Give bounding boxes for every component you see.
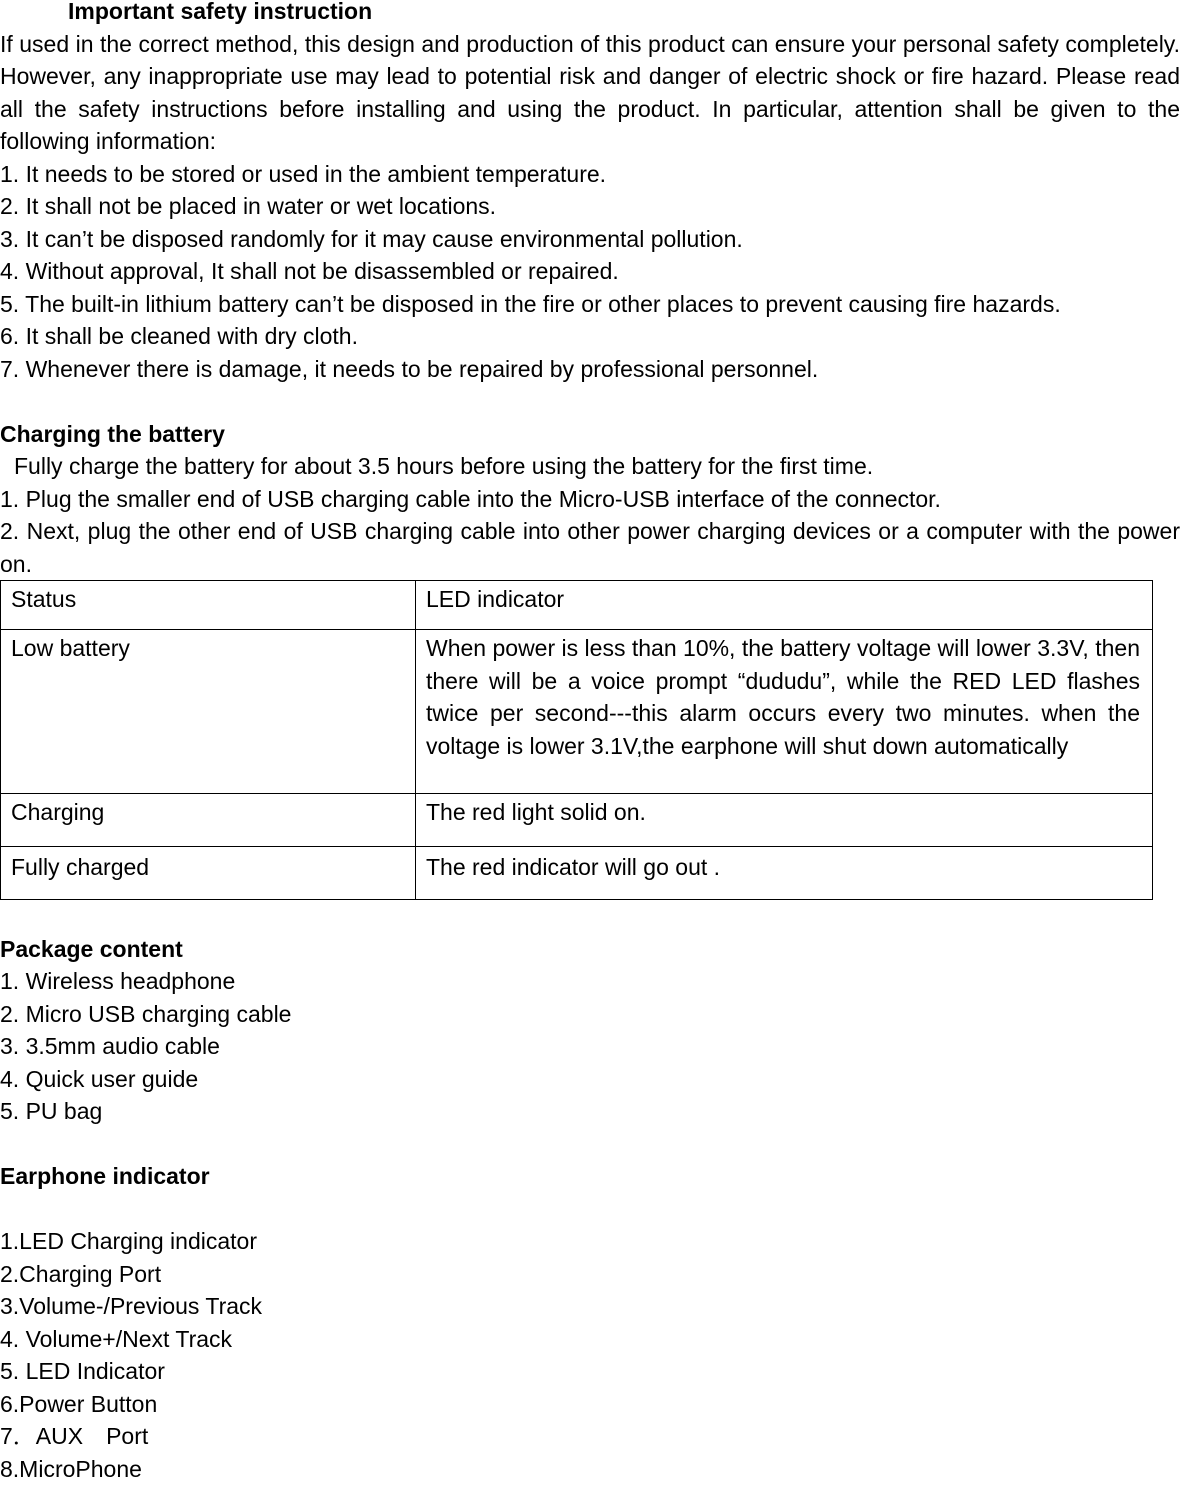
safety-item: 2. It shall not be placed in water or wet locations. — [0, 190, 1180, 223]
table-header-cell — [1, 581, 416, 630]
safety-item: 7. Whenever there is damage, it needs to be repaired by professional personnel. — [0, 353, 1180, 386]
table-cell — [416, 794, 1153, 847]
status-fully-charged: Fully charged — [11, 849, 403, 884]
earphone-title: Earphone indicator — [0, 1160, 1180, 1193]
earphone-item: 3.Volume-/Previous Track — [0, 1290, 1180, 1323]
safety-intro: If used in the correct method, this design and production of this product can ensure your personal safety completely. However, any inappropriate use may lead to potential risk and danger of electric shock or fire hazard. Please read all the safety instructions before installing and using the product. In particular, attention shall be given to the following information: — [0, 28, 1180, 158]
led-low-battery: When power is less than 10%, the battery voltage will lower 3.3V, then there will be a voice prompt “dududu”, while the RED LED flashes twice per second---this alarm occurs every two minutes. when the voltage is lower 3.1V,the earphone will shut down automatically — [426, 630, 1140, 762]
led-charging: The red light solid on. — [426, 794, 1140, 829]
safety-item: 6. It shall be cleaned with dry cloth. — [0, 320, 1180, 353]
charging-step-2: 2. Next, plug the other end of USB charging cable into other power charging devices or a computer with the power on. — [0, 515, 1180, 580]
header-led-label: LED indicator — [426, 581, 1140, 616]
safety-item: 4. Without approval, It shall not be disassembled or repaired. — [0, 255, 1180, 288]
earphone-item: 8.MicroPhone — [0, 1453, 1180, 1485]
table-cell — [1, 630, 416, 794]
earphone-item: 7．AUX Port — [0, 1420, 1180, 1453]
earphone-item: 6.Power Button — [0, 1388, 1180, 1421]
earphone-item: 5. LED Indicator — [0, 1355, 1180, 1388]
safety-title: Important safety instruction — [0, 0, 1180, 28]
safety-item: 5. The built-in lithium battery can’t be disposed in the fire or other places to prevent causing fire hazards. — [0, 288, 1180, 321]
status-charging: Charging — [11, 794, 403, 829]
package-item: 3. 3.5mm audio cable — [0, 1030, 1180, 1063]
spacer — [0, 900, 1180, 933]
charging-title: Charging the battery — [0, 418, 1180, 451]
status-low-battery: Low battery — [11, 630, 403, 665]
package-item: 4. Quick user guide — [0, 1063, 1180, 1096]
package-item: 5. PU bag — [0, 1095, 1180, 1128]
earphone-item: 1.LED Charging indicator — [0, 1225, 1180, 1258]
table-cell — [416, 630, 1153, 794]
safety-item: 1. It needs to be stored or used in the ambient temperature. — [0, 158, 1180, 191]
table-cell — [1, 794, 416, 847]
table-cell — [1, 847, 416, 900]
spacer — [0, 1193, 1180, 1226]
package-title: Package content — [0, 933, 1180, 966]
package-item: 2. Micro USB charging cable — [0, 998, 1180, 1031]
table-header-cell — [416, 581, 1153, 630]
spacer — [0, 385, 1180, 418]
earphone-item: 4. Volume+/Next Track — [0, 1323, 1180, 1356]
safety-item: 3. It can’t be disposed randomly for it may cause environmental pollution. — [0, 223, 1180, 256]
spacer — [0, 1128, 1180, 1161]
package-item: 1. Wireless headphone — [0, 965, 1180, 998]
led-status-table — [0, 580, 1153, 900]
safety-list — [0, 158, 1180, 386]
charging-step-1: 1. Plug the smaller end of USB charging cable into the Micro-USB interface of the connector. — [0, 483, 1180, 516]
table-row — [1, 847, 1153, 900]
header-status-label: Status — [11, 581, 403, 616]
charging-lead: Fully charge the battery for about 3.5 hours before using the battery for the first time. — [0, 450, 1180, 483]
table-row — [1, 794, 1153, 847]
table-row — [1, 630, 1153, 794]
earphone-item: 2.Charging Port — [0, 1258, 1180, 1291]
table-header-row — [1, 581, 1153, 630]
table-cell — [416, 847, 1153, 900]
earphone-list — [0, 1225, 1180, 1485]
package-list — [0, 965, 1180, 1128]
led-fully-charged: The red indicator will go out . — [426, 849, 1140, 884]
